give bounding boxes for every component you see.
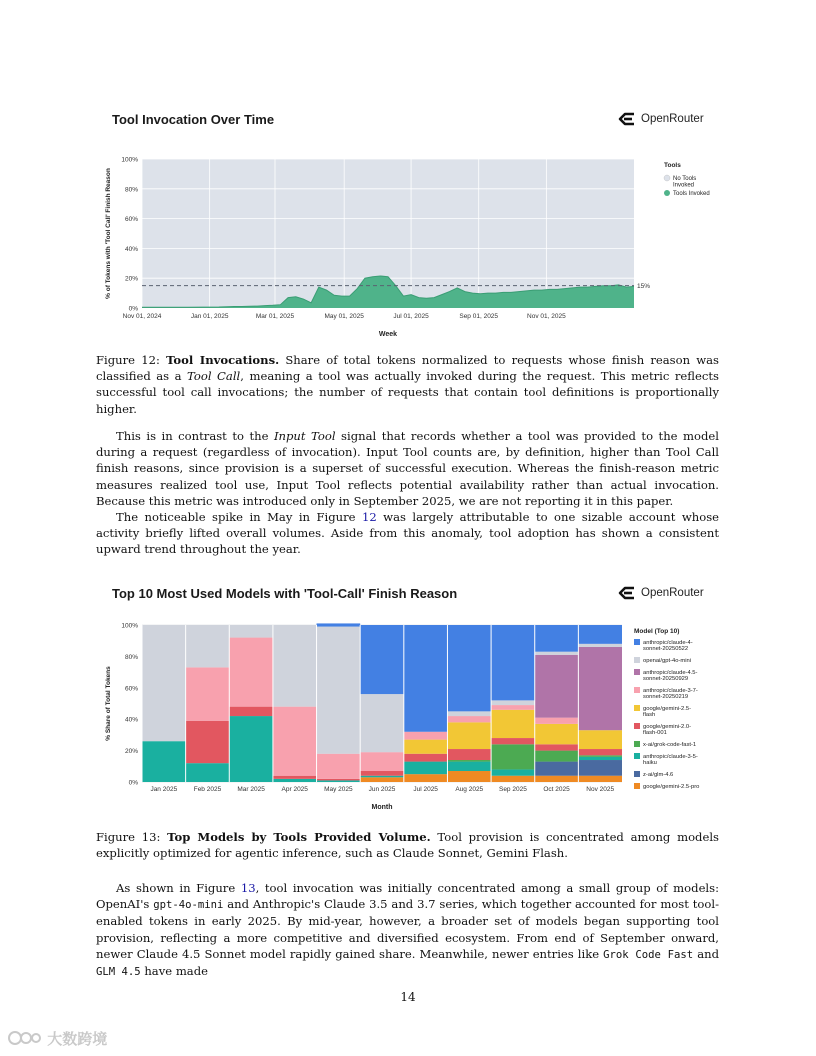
brand-name: OpenRouter [641,587,704,599]
watermark-text: 大数跨境 [47,1030,108,1048]
bar-segment [578,730,622,749]
bar-segment [404,625,448,732]
x-axis-title: Month [371,804,393,811]
openrouter-brand-2 [618,586,704,600]
bar-segment [273,625,317,707]
legend-swatch [634,723,640,729]
bar-segment [578,757,622,760]
legend-swatch [634,687,640,693]
top-models-stacked-bar-chart [96,616,736,816]
bar-segment [273,776,317,779]
bar-segment [142,741,186,782]
y-tick-label: 60% [124,216,138,224]
bar-segment [317,780,361,782]
code-glm-4-5: GLM 4.5 [96,966,141,979]
x-tick-label: Mar 2025 [237,786,265,793]
legend-title: Model (Top 10) [634,628,680,635]
bar-segment [535,625,579,652]
bar-segment [404,774,448,782]
x-tick-label: Jan 2025 [150,786,178,793]
x-axis-title: Week [378,331,398,338]
openrouter-logo-icon [618,586,636,600]
legend-swatch [634,657,640,663]
bar-segment [404,762,448,775]
x-tick-label: Nov 2025 [586,786,615,793]
y-axis-title: % Share of Total Tokens [105,666,112,741]
legend-swatch [634,639,640,645]
code-grok-code-fast: Grok Code Fast [603,948,694,961]
caption-label: Figure 12: [96,353,160,367]
legend-label: anthropic/claude-4.5-sonnet-20250929 [643,670,698,682]
bar-segment [578,644,622,647]
x-tick-label: Aug 2025 [455,786,484,793]
y-tick-label: 100% [121,156,138,164]
x-tick-label: Feb 2025 [193,786,222,793]
bar-segment [186,763,230,782]
bar-segment [317,623,361,626]
bar-segment [578,625,622,644]
bar-segment [535,655,579,718]
legend-label-no-tools: No Tools Invoked [673,176,697,189]
bar-segment [491,769,535,775]
x-tick-label: May 01, 2025 [324,313,364,320]
caption-bold: Tool Invocations. [166,353,280,367]
caption-text-2: , meaning a tool was actually invoked during the request. This metric reflects successful tool call invocations; the number of requests that contain tool definitions is proportionally higher. [96,369,719,416]
legend-swatch [634,741,640,747]
legend-label: google/gemini-2.5-flash [643,706,692,718]
bar-segment [186,721,230,763]
bar-segment [229,707,273,716]
bar-segment [273,707,317,776]
bar-segment [535,762,579,776]
y-tick-label: 20% [124,275,138,283]
x-tick-label: Sep 01, 2025 [459,313,499,320]
legend-label: google/gemini-2.5-pro [643,784,700,790]
legend-label: x-ai/grok-code-fast-1 [643,742,697,748]
watermark-logo-icon [8,1030,42,1046]
caption-text: Tool provision is concentrated among models explicitly optimized for agentic inference, such as Claude Sonnet, Gemini Flash. [96,830,719,861]
bar-segment [360,771,404,776]
figure-12-title: Tool Invocation Over Time [112,112,275,127]
legend-label: anthropic/claude-4-sonnet-20250522 [643,640,693,652]
figure-13-title: Top 10 Most Used Models with 'Tool-Call' Finish Reason [112,586,458,601]
bar-segment [491,776,535,782]
watermark [8,1028,107,1049]
bar-segment [317,754,361,779]
bar-segment [535,718,579,724]
bar-segment [578,760,622,776]
brand-name: OpenRouter [641,113,704,125]
legend-swatch [634,753,640,759]
y-tick-label: 0% [128,305,138,313]
page-number: 14 [400,990,416,1004]
bar-segment [447,722,491,749]
bar-segment [447,716,491,722]
bar-segment [273,779,317,782]
bar-segment [404,740,448,754]
bar-segment [447,625,491,711]
y-tick-label: 60% [124,685,138,693]
legend-swatch [634,771,640,777]
legend-label-tools: Tools Invoked [673,191,710,197]
bar-segment [447,749,491,760]
bar-segment [404,754,448,762]
y-tick-label: 80% [124,653,138,661]
legend-marker-tools [664,190,670,196]
bar-segment [360,625,404,694]
openrouter-logo-icon [618,112,636,126]
paragraph-input-tool: This is in contrast to the Input Tool signal that records whether a tool was provided to the model during a request (regardless of invocation). Input Tool counts are, by definition, higher than Tool Call finish reasons, since provision is a superset of successful execution. Whereas the finish-reason metric measures realized tool use, Input Tool reflects potential availability rather than actual invocation. Because this metric was introduced only in September 2025, we are not reporting it in this paper. [96,429,719,508]
bar-segment [535,652,579,655]
x-tick-label: Sep 2025 [498,786,527,793]
bar-segment [229,625,273,638]
y-tick-label: 20% [124,748,138,756]
figure-12-caption [96,352,719,417]
tool-invocation-area-chart [96,150,736,340]
bar-segment [535,744,579,750]
x-tick-label: May 2025 [324,786,353,793]
y-tick-label: 100% [121,622,138,630]
bar-segment [535,724,579,744]
bar-segment [535,776,579,782]
bar-segment [578,749,622,755]
bar-segment [186,667,230,720]
bar-segment [447,760,491,762]
bar-segment [317,779,361,781]
bar-segment [360,694,404,752]
bar-segment [491,705,535,710]
caption-label: Figure 13: [96,830,161,844]
bar-segment [491,710,535,738]
bar-segment [535,751,579,762]
y-tick-label: 0% [128,779,138,787]
paragraph-model-diversification: As shown in Figure 13, tool invocation was initially concentrated among a small group of models: OpenAI's gpt-4o-mini and Anthropic's Claude 3.5 and 3.7 series, which together accounted for most tool-enabled tokens in early 2025. By mid-year, however, a broader set of models began supporting tool provision, reflecting a more competitive and diversified ecosystem. From end of September onward, newer Claude 4.5 Sonnet model rapidly gained share. Meanwhile, newer entries like Grok Code Fast and GLM 4.5 have made [96,881,720,979]
bar-segment [447,762,491,771]
bar-segment [447,711,491,716]
x-tick-label: Apr 2025 [281,786,308,793]
legend-swatch [634,705,640,711]
bar-segment [491,738,535,744]
x-tick-label: Mar 01, 2025 [255,313,295,320]
legend-swatch [634,669,640,675]
x-tick-label: Nov 01, 2024 [122,313,162,320]
bar-segment [578,776,622,782]
x-tick-label: Oct 2025 [543,786,570,793]
legend-label: google/gemini-2.0-flash-001 [643,724,692,736]
reference-line-label: 15% [637,283,651,291]
x-tick-label: Jul 01, 2025 [393,313,429,320]
figure-13-caption [96,829,719,861]
x-tick-label: Jan 01, 2025 [190,313,229,320]
y-axis-title: % of Tokens with 'Tool Call' Finish Reason [105,168,112,299]
legend-label: anthropic/claude-3-7-sonnet-20250219 [643,688,698,700]
paragraph-may-spike: The noticeable spike in May in Figure 12 was largely attributable to one sizable account whose activity briefly lifted overall volumes. Aside from this anomaly, tool adoption has shown a consistent upward trend throughout the year. [96,510,720,557]
bar-segment [360,776,404,778]
caption-text: Share of total tokens normalized to requests whose finish reason was classified as a [96,353,720,384]
bar-segment [186,625,230,667]
caption-italic: Tool Call [187,369,241,384]
legend-label: openai/gpt-4o-mini [643,658,692,664]
legend-marker-no-tools [664,175,670,181]
bar-segment [578,755,622,757]
figure-13-link[interactable]: 13 [240,881,256,895]
bar-segment [491,744,535,769]
bar-segment [229,638,273,707]
legend-label: anthropic/claude-3-5-haiku [643,754,698,766]
figure-12-link[interactable]: 12 [361,510,377,524]
y-tick-label: 40% [124,716,138,724]
legend-label: z-ai/glm-4.6 [643,772,674,778]
x-tick-label: Jun 2025 [368,786,396,793]
bar-segment [491,700,535,705]
bar-segment [360,752,404,771]
bar-segment [360,777,404,782]
bar-segment [317,627,361,754]
bar-segment [578,647,622,730]
y-tick-label: 40% [124,245,138,253]
bar-segment [229,716,273,782]
bar-segment [142,625,186,741]
x-tick-label: Nov 01, 2025 [527,313,566,320]
bar-segment [404,732,448,740]
openrouter-brand [618,112,704,126]
code-gpt-4o-mini: gpt-4o-mini [153,899,224,912]
x-tick-label: Jul 2025 [413,786,438,793]
bar-segment [447,771,491,782]
bar-segment [491,625,535,700]
caption-bold: Top Models by Tools Provided Volume. [167,830,431,844]
legend-swatch [634,783,640,789]
y-tick-label: 80% [124,186,138,194]
legend-title: Tools [664,162,681,169]
